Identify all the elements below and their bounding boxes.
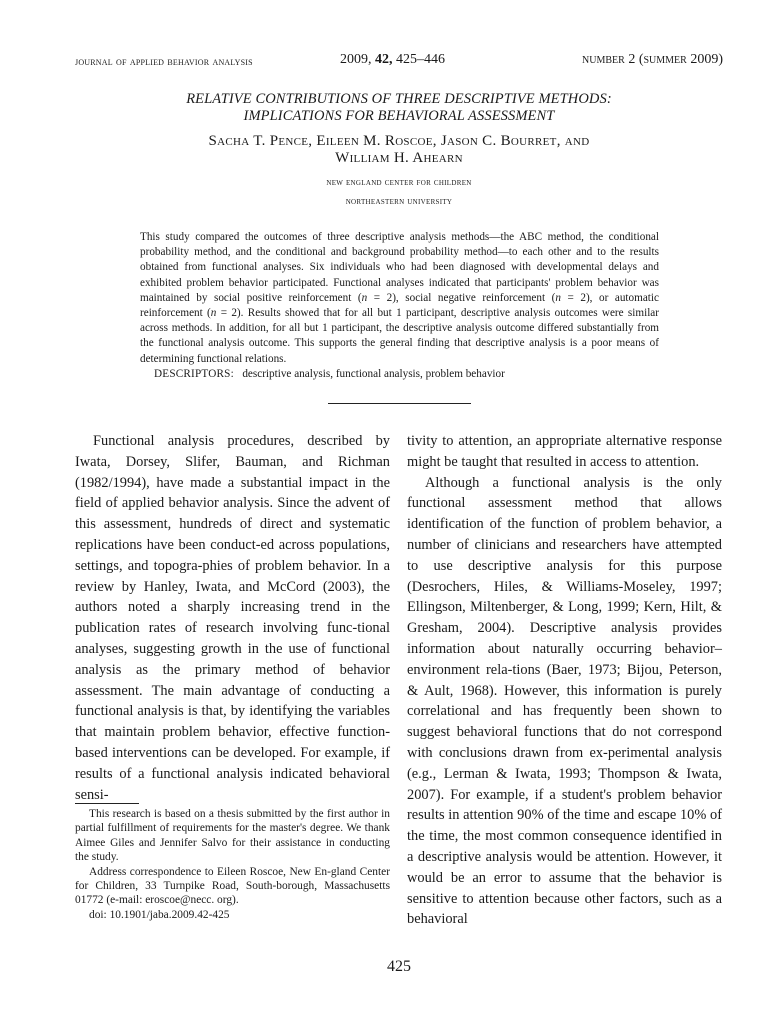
footnote-divider (75, 803, 139, 804)
running-header (75, 52, 723, 70)
citation-year: 2009, (340, 52, 375, 67)
body-column-right (407, 431, 722, 930)
body-column-left (75, 431, 390, 805)
article-title (75, 91, 723, 125)
title-line-1: RELATIVE CONTRIBUTIONS OF THREE DESCRIPTIVE METHODS: (186, 91, 612, 107)
footnote-correspondence: Address correspondence to Eileen Roscoe, New En-gland Center for Children, 33 Turnpike Road, South-borough, Massachusetts 01772 (e-mail: eroscoe@necc. org). (75, 865, 390, 907)
abstract-text: This study compared the outcomes of three descriptive analysis methods—the ABC method, the conditional probability method, and the conditional and background probability method—to each other and to the results obtained from functional analyses. Six individuals who had been diagnosed with developmental delays and exhibited problem behavior participated. Functional analyses indicated that participants' problem behavior was maintained by social positive reinforcement (n = 2), social negative reinforcement (n = 2), or automatic reinforcement (n = 2). Results showed that for all but 1 participant, descriptive analysis outcomes were similar across methods. In addition, for all but 1 participant, the descriptive analysis outcome differed substantially from the functional analysis outcome. This supports the general finding that descriptive analysis is a poor means of determining functional relations. (140, 231, 659, 365)
page-number: 425 (387, 958, 411, 975)
body-paragraph: Although a functional analysis is the only functional assessment method that allows identification of the function of problem behavior, a number of clinicians and researchers have attempted to use descriptive analysis for this purpose (Desrochers, Hiles, & Williams-Moseley, 1997; Ellingson, Miltenberger, & Long, 1999; Kern, Hilt, & Gresham, 2004). Descriptive analysis provides information about naturally occurring behavior–environment rela-tions (Baer, 1973; Bijou, Peterson, & Ault, 1968). However, this information is purely correlational and has frequently been shown to suggest behavioral functions that do not correspond with conclusions drawn from ex-perimental analysis (e.g., Lerman & Iwata, 1993; Thompson & Iwata, 2007). For example, if a student's problem behavior results in attention 90% of the time and escape 10% of the time, the most common consequence identified in a descriptive analysis would be attention. However, it would be an error to assume that the behavior is sensitive to attention because other factors, such as a behavioral (407, 474, 722, 928)
body-paragraph: Functional analysis procedures, described by Iwata, Dorsey, Slifer, Bauman, and Richman (1982/1994), have made a substantial impact in the field of applied behavior analysis. Since the advent of this assessment, hundreds of direct and systematic replications have been conduct-ed across populations, settings, and topogra-phies of problem behavior. In a review by Hanley, Iwata, and McCord (2003), the authors noted a sharply increasing trend in the publication rates of research involving func-tional analyses, suggesting growth in the use of functional analysis as the primary method of behavior assessment. The main advantage of conducting a functional analysis is that, by identifying the variables that maintain problem behavior, effective function-based interventions can be developed. For example, if results of a functional analysis indicated behavioral sensi- (75, 433, 390, 803)
n-symbol: n (361, 291, 368, 304)
affiliations (75, 173, 723, 211)
author-list (75, 133, 723, 167)
abstract (140, 230, 659, 382)
affiliation-line-1: new england center for children (326, 177, 472, 188)
authors-line-2: William H. Ahearn (335, 150, 463, 166)
n-symbol: n (555, 291, 561, 304)
journal-name: journal of applied behavior analysis (75, 54, 253, 68)
citation-pages: 425–446 (392, 52, 445, 67)
n-symbol: n (210, 307, 217, 320)
footnote-thesis: This research is based on a thesis submitted by the first author in partial fulfillment of requirements for the master's degree. We thank Aimee Giles and Jennifer Salvo for their assistance in conducting the study. (75, 808, 390, 864)
citation-volume: 42, (375, 52, 393, 67)
issue-number: number 2 (summer 2009) (582, 52, 723, 67)
abstract-divider (328, 403, 471, 404)
title-line-2: IMPLICATIONS FOR BEHAVIORAL ASSESSMENT (243, 108, 555, 124)
footnote-doi: doi: 10.1901/jaba.2009.42-425 (89, 908, 230, 921)
authors-line-1: Sacha T. Pence, Eileen M. Roscoe, Jason C. Bourret, and (208, 133, 590, 149)
citation (340, 52, 445, 68)
descriptors (140, 367, 659, 382)
affiliation-line-2: northeastern university (345, 196, 453, 207)
descriptors-list: descriptive analysis, functional analysis, problem behavior (242, 367, 505, 380)
descriptors-label: DESCRIPTORS: (154, 367, 234, 380)
body-paragraph-continued: tivity to attention, an appropriate alternative response might be taught that resulted in access to attention. (407, 433, 722, 470)
footnotes (75, 807, 390, 922)
